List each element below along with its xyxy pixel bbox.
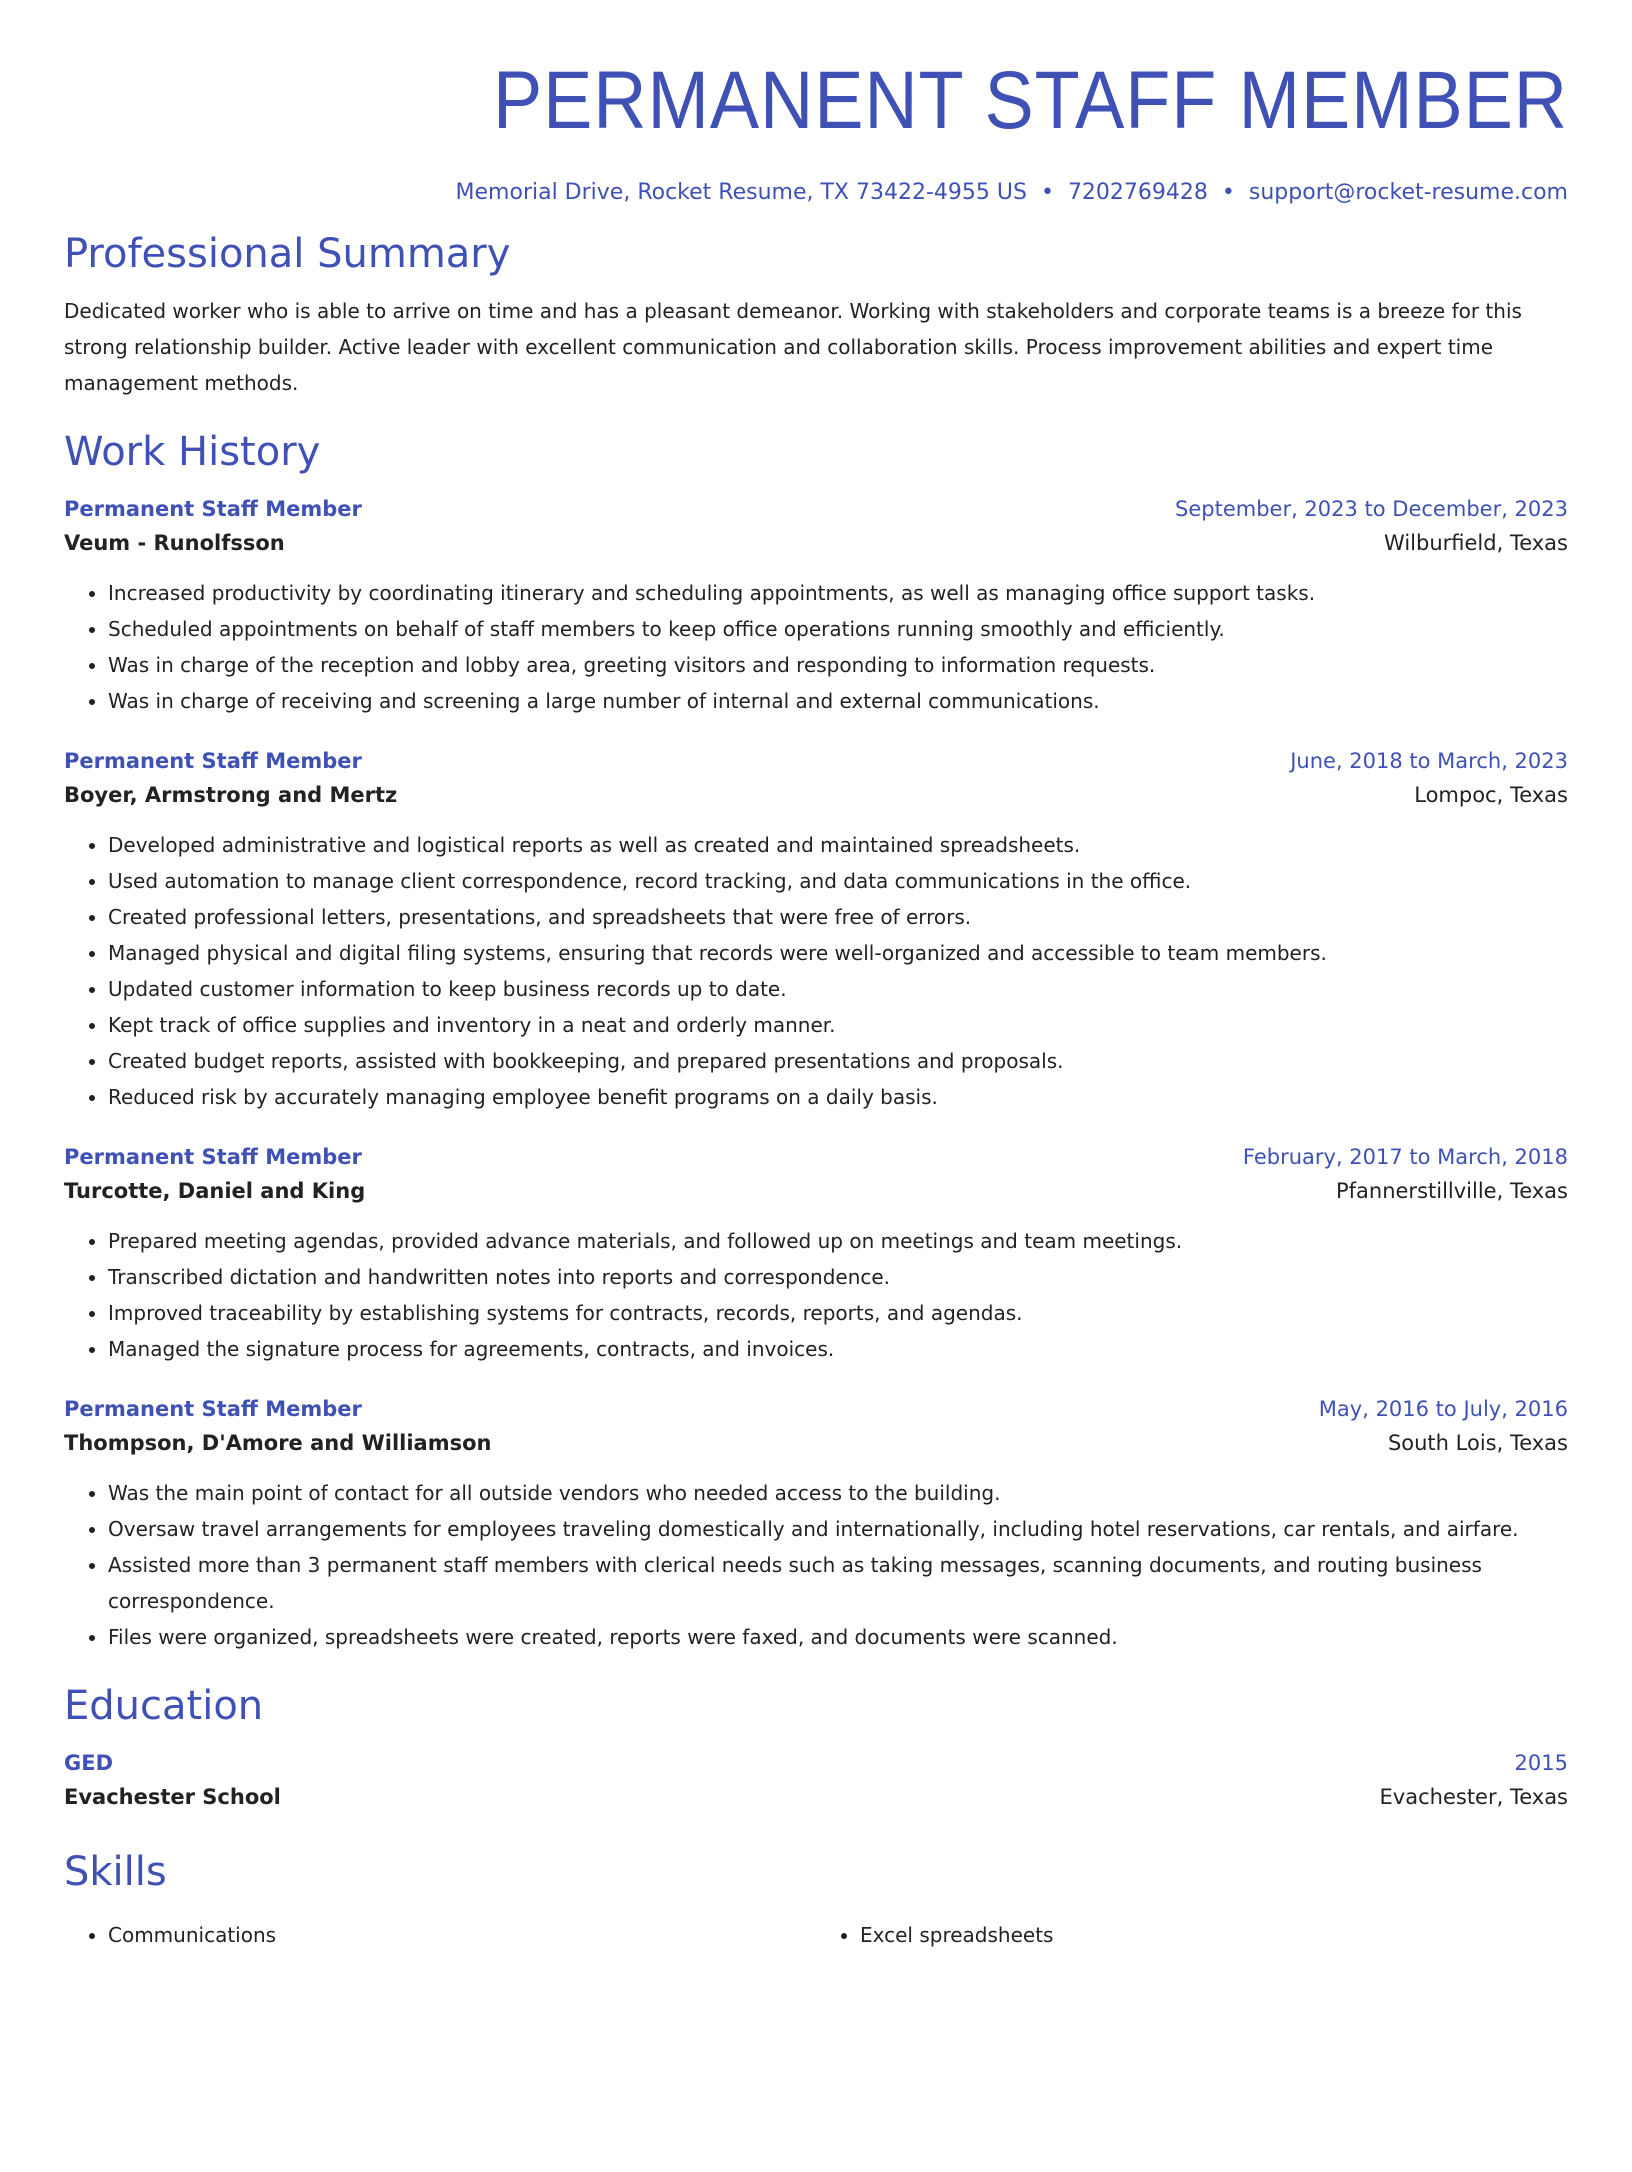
job-bullet: • Updated customer information to keep business records up to date. <box>108 971 1568 1007</box>
job-bullet: • Managed physical and digital filing systems, ensuring that records were well-organized and accessible to team members. <box>108 935 1568 971</box>
job-dates: September, 2023 to December, 2023 <box>1175 497 1568 521</box>
resume-page <box>0 55 1632 2172</box>
job-bullet: • Reduced risk by accurately managing employee benefit programs on a daily basis. <box>108 1079 1568 1115</box>
job-title-row <box>64 1145 1568 1169</box>
job-title: Permanent Staff Member <box>64 497 362 521</box>
job-company: Turcotte, Daniel and King <box>64 1179 366 1203</box>
job-company-row <box>64 1431 1568 1455</box>
education-school-row <box>64 1785 1568 1809</box>
job-bullet: • Assisted more than 3 permanent staff members with clerical needs such as taking messages, scanning documents, and routing business correspondence. <box>108 1547 1568 1619</box>
job-company: Boyer, Armstrong and Mertz <box>64 783 398 807</box>
summary-section <box>64 231 1568 401</box>
job-entry <box>64 749 1568 1115</box>
contact-email[interactable]: support@rocket-resume.com <box>1248 180 1568 205</box>
job-entry <box>64 1145 1568 1367</box>
skills-heading: Skills <box>64 1849 167 1895</box>
job-company: Thompson, D'Amore and Williamson <box>64 1431 492 1455</box>
job-bullet: • Kept track of office supplies and inventory in a neat and orderly manner. <box>108 1007 1568 1043</box>
education-section <box>64 1683 1568 1809</box>
job-bullet: • Scheduled appointments on behalf of staff members to keep office operations running smoothly and efficiently. <box>108 611 1568 647</box>
job-location: South Lois, Texas <box>1387 1431 1568 1455</box>
contact-address: Memorial Drive, Rocket Resume, TX 73422-4955 US <box>455 180 1027 205</box>
work-history-heading: Work History <box>64 429 321 475</box>
contact-separator: • <box>1221 180 1235 205</box>
job-title: Permanent Staff Member <box>64 749 362 773</box>
skills-columns <box>64 1917 1568 1953</box>
job-bullets <box>64 575 1568 719</box>
skill-item: • Excel spreadsheets <box>860 1917 1568 1953</box>
job-bullet: • Improved traceability by establishing systems for contracts, records, reports, and agendas. <box>108 1295 1568 1331</box>
skills-left-column <box>64 1917 816 1953</box>
job-title-row <box>64 497 1568 521</box>
education-heading: Education <box>64 1683 264 1729</box>
job-bullet: • Was in charge of receiving and screening a large number of internal and external communications. <box>108 683 1568 719</box>
job-dates: May, 2016 to July, 2016 <box>1318 1397 1568 1421</box>
contact-separator: • <box>1040 180 1054 205</box>
education-year: 2015 <box>1514 1751 1568 1775</box>
candidate-name: PERMANENT STAFF MEMBER <box>493 55 1568 146</box>
job-entry <box>64 497 1568 719</box>
job-title-row <box>64 749 1568 773</box>
job-company-row <box>64 1179 1568 1203</box>
job-dates: February, 2017 to March, 2018 <box>1242 1145 1568 1169</box>
job-dates: June, 2018 to March, 2023 <box>1290 749 1568 773</box>
summary-heading: Professional Summary <box>64 231 511 277</box>
job-entry <box>64 1397 1568 1655</box>
summary-text: Dedicated worker who is able to arrive on time and has a pleasant demeanor. Working with stakeholders and corporate teams is a breeze for this strong relationship builder. Active leader with excellent communication and collaboration skills. Process improvement abilities and expert time management methods. <box>64 299 1522 395</box>
job-title-row <box>64 1397 1568 1421</box>
job-bullet: • Was the main point of contact for all outside vendors who needed access to the building. <box>108 1475 1568 1511</box>
job-bullet: • Prepared meeting agendas, provided advance materials, and followed up on meetings and team meetings. <box>108 1223 1568 1259</box>
job-bullet: • Created budget reports, assisted with bookkeeping, and prepared presentations and proposals. <box>108 1043 1568 1079</box>
job-bullet: • Was in charge of the reception and lobby area, greeting visitors and responding to information requests. <box>108 647 1568 683</box>
skills-section <box>64 1849 1568 1953</box>
job-title: Permanent Staff Member <box>64 1397 362 1421</box>
job-bullet: • Used automation to manage client correspondence, record tracking, and data communications in the office. <box>108 863 1568 899</box>
contact-phone: 7202769428 <box>1067 180 1208 205</box>
education-entry <box>64 1751 1568 1809</box>
job-company-row <box>64 531 1568 555</box>
job-bullet: • Oversaw travel arrangements for employees traveling domestically and internationally, including hotel reservations, car rentals, and airfare. <box>108 1511 1568 1547</box>
job-bullet: • Created professional letters, presentations, and spreadsheets that were free of errors. <box>108 899 1568 935</box>
job-bullet: • Transcribed dictation and handwritten notes into reports and correspondence. <box>108 1259 1568 1295</box>
education-school: Evachester School <box>64 1785 281 1809</box>
job-location: Wilburfield, Texas <box>1384 531 1568 555</box>
job-bullets <box>64 1223 1568 1367</box>
job-location: Lompoc, Texas <box>1414 783 1568 807</box>
contact-line <box>64 180 1568 205</box>
work-history-section <box>64 429 1568 1655</box>
skill-item: • Communications <box>108 1917 816 1953</box>
job-bullets <box>64 827 1568 1115</box>
job-bullets <box>64 1475 1568 1655</box>
resume-header <box>64 55 1568 205</box>
job-title: Permanent Staff Member <box>64 1145 362 1169</box>
education-location: Evachester, Texas <box>1379 1785 1568 1809</box>
job-bullet: • Managed the signature process for agreements, contracts, and invoices. <box>108 1331 1568 1367</box>
education-degree-row <box>64 1751 1568 1775</box>
job-bullet: • Developed administrative and logistical reports as well as created and maintained spreadsheets. <box>108 827 1568 863</box>
education-degree: GED <box>64 1751 114 1775</box>
job-company-row <box>64 783 1568 807</box>
job-location: Pfannerstillville, Texas <box>1335 1179 1568 1203</box>
job-bullet: • Increased productivity by coordinating itinerary and scheduling appointments, as well as managing office support tasks. <box>108 575 1568 611</box>
skills-right-column <box>816 1917 1568 1953</box>
job-company: Veum - Runolfsson <box>64 531 285 555</box>
job-bullet: • Files were organized, spreadsheets were created, reports were faxed, and documents were scanned. <box>108 1619 1568 1655</box>
